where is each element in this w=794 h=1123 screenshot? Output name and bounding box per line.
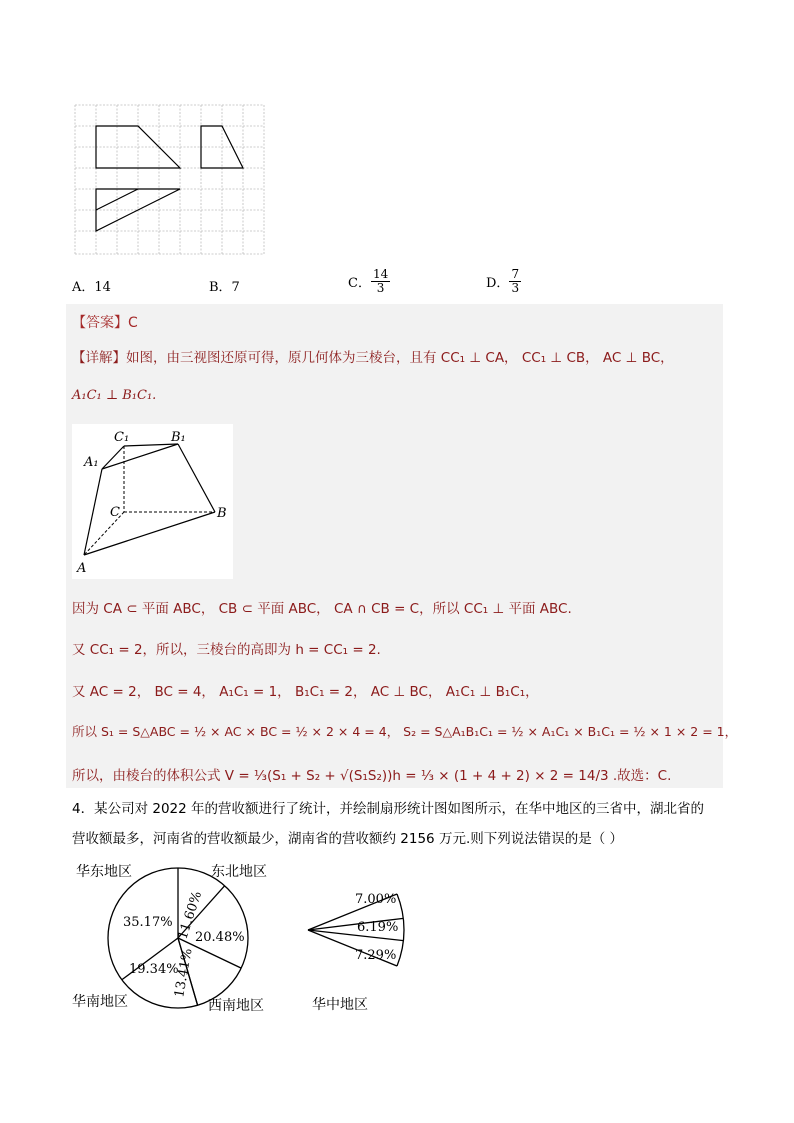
solution-line-3: 又 AC = 2， BC = 4， A₁C₁ = 1， B₁C₁ = 2， AC ⊥ BC， A₁C₁ ⊥ B₁C₁， [72, 684, 539, 700]
grid-lines [75, 105, 264, 254]
solution-line-1: 因为 CA ⊂ 平面 ABC， CB ⊂ 平面 ABC， CA ∩ CB = C，所以 CC₁ ⊥ 平面 ABC. [72, 601, 572, 617]
option-c: C． $\frac{14}{3}$ [348, 267, 389, 295]
detail-line-2: A₁C₁ ⊥ B₁C₁. [72, 388, 157, 403]
fan-label-2: 6.19% [357, 920, 399, 935]
detail-line-1: 【详解】如图，由三视图还原可得，原几何体为三棱台，且有 CC₁ ⊥ CA， CC₁ ⊥ CB， AC ⊥ BC， [72, 350, 674, 366]
fan-title: 华中地区 [312, 997, 368, 1013]
label-c1: C₁ [114, 430, 130, 445]
three-view-figure [74, 104, 268, 256]
region-label-northeast: 东北地区 [211, 864, 267, 880]
pie-label-north: 20.48% [195, 930, 245, 945]
question-4-line-2: 营收额最多，河南省的营收额最少，湖南省的营收额约 2156 万元.则下列说法错误的是（ ） [72, 831, 624, 847]
region-label-east: 华东地区 [76, 864, 132, 880]
region-label-southwest: 西南地区 [208, 998, 264, 1014]
label-b: B [217, 506, 227, 521]
region-label-south: 华南地区 [72, 994, 128, 1010]
frustum-figure [72, 424, 233, 579]
label-a1: A₁ [84, 455, 99, 470]
fan-label-3: 7.29% [355, 948, 397, 963]
solution-line-4: 所以 S₁ = S△ABC = ½ × AC × BC = ½ × 2 × 4 = 4， S₂ = S△A₁B₁C₁ = ½ × A₁C₁ × B₁C₁ = ½ × 1 × 2 = 1， [72, 724, 738, 739]
option-d: D． $\frac{7}{3}$ [486, 267, 520, 295]
pie-label-east: 35.17% [123, 915, 173, 930]
pie-label-northeast: 11.60% [175, 889, 206, 942]
pie-label-south: 19.34% [129, 962, 179, 977]
question-4-line-1: 4．某公司对 2022 年的营收额进行了统计，并绘制扇形统计图如图所示，在华中地区的三省中，湖北省的 [72, 801, 705, 817]
option-a: A．14 [72, 280, 111, 295]
central-fan-chart [300, 876, 410, 1016]
label-c: C [110, 505, 120, 520]
label-a: A [77, 561, 87, 576]
solution-line-2: 又 CC₁ = 2，所以，三棱台的高即为 h = CC₁ = 2. [72, 642, 381, 658]
fan-label-1: 7.00% [355, 892, 397, 907]
solution-line-5: 所以，由棱台的体积公式 V = ⅓(S₁ + S₂ + √(S₁S₂))h = ⅓ × (1 + 4 + 2) × 2 = 14/3 .故选：C. [72, 768, 672, 784]
answer-line: 【答案】C [72, 315, 138, 331]
pie-label-southwest: 13.41% [172, 947, 196, 999]
region-pie-chart [66, 858, 306, 1018]
option-b: B．7 [209, 280, 240, 295]
label-b1: B₁ [171, 430, 186, 445]
